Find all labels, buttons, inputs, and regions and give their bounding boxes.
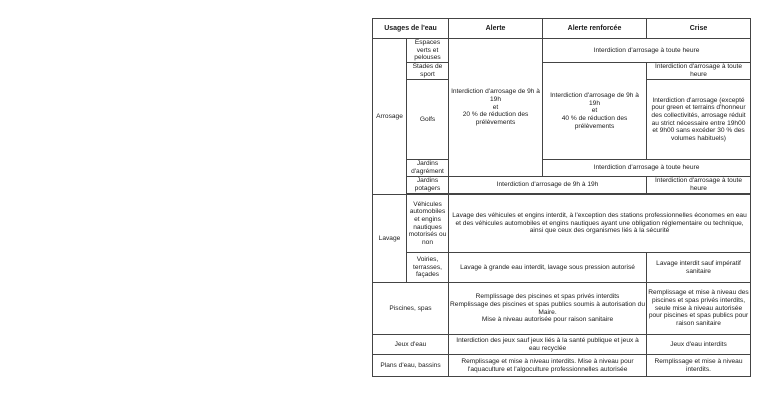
table-row xyxy=(373,195,751,253)
golfs-crise: Interdiction d'arrosage (excepté pour green et terrains d'honneur des collectivités, arrosage réduit au strict nécessaire entre 19h00 et 9h00 sans excéder 30 % des volumes habituels) xyxy=(647,80,751,160)
vehicules-restriction: Lavage des véhicules et engins interdit, à l'exception des stations professionnelles économes en eau et des véhicules automobiles et engins nautiques ayant une obligation réglementaire ou technique, ainsi que ceux des organismes liés à la sécurité xyxy=(449,195,751,253)
usage-espaces-verts: Espaces verts et pelouses xyxy=(407,39,449,63)
header-usages: Usages de l'eau xyxy=(373,19,449,39)
plans-restriction: Remplissage et mise à niveau interdits. Mise à niveau pour l'aquaculture et l'algoculture professionnelles autorisée xyxy=(449,355,647,377)
jardins-potagers-restriction: Interdiction d'arrosage de 9h à 19h xyxy=(449,177,647,194)
text-line: et xyxy=(591,107,598,115)
category-arrosage: Arrosage xyxy=(373,39,407,195)
jeux-crise: Jeux d'eau interdits xyxy=(647,335,751,355)
table-row xyxy=(373,335,751,355)
espaces-verts-restriction: Interdiction d'arrosage à toute heure xyxy=(543,39,751,63)
category-lavage: Lavage xyxy=(373,195,407,283)
table-row xyxy=(373,253,751,283)
table-row xyxy=(373,63,751,80)
piscines-crise: Remplissage et mise à niveau des piscines et spas privés interdits, seule mise à niveau autorisée pour piscines et spas publics pour raison sanitaire xyxy=(647,283,751,335)
table-row xyxy=(373,283,751,335)
jeux-restriction: Interdiction des jeux sauf jeux liés à la santé publique et jeux à eau recyclée xyxy=(449,335,647,355)
category-plans: Plans d'eau, bassins xyxy=(373,355,449,377)
usage-jardins-potagers: Jardins potagers xyxy=(407,177,449,194)
text-line: 20 % de réduction des prélèvements xyxy=(462,111,529,127)
text-line: Remplissage des piscines et spas publics soumis à autorisation du Maire. xyxy=(450,300,645,316)
stades-crise: Interdiction d'arrosage à toute heure xyxy=(647,63,751,80)
water-restrictions-table xyxy=(372,18,751,377)
text-line: et xyxy=(492,103,499,111)
arrosage-alerte-cell xyxy=(449,39,543,177)
table-row xyxy=(373,355,751,377)
header-alerte: Alerte xyxy=(449,19,543,39)
voiries-restriction: Lavage à grande eau interdit, lavage sous pression autorisé xyxy=(449,253,647,283)
usage-golfs: Golfs xyxy=(407,80,449,160)
header-alerte-renforcee: Alerte renforcée xyxy=(543,19,647,39)
table-row xyxy=(373,177,751,194)
usage-jardins-agrement: Jardins d'agrément xyxy=(407,160,449,177)
usage-vehicules: Véhicules automobiles et engins nautiques motorisés ou non xyxy=(407,195,449,253)
text-line: Mise à niveau autorisée pour raison sanitaire xyxy=(481,316,614,324)
voiries-crise: Lavage interdit sauf impératif sanitaire xyxy=(647,253,751,283)
usage-voiries: Voiries, terrasses, façades xyxy=(407,253,449,283)
header-crise: Crise xyxy=(647,19,751,39)
text-line: Remplissage des piscines et spas privés interdits xyxy=(475,293,620,301)
table-row xyxy=(373,160,751,177)
table-row xyxy=(373,39,751,63)
text-line: Interdiction d'arrosage de 9h à 19h xyxy=(451,88,540,103)
category-jeux: Jeux d'eau xyxy=(373,335,449,355)
header-row xyxy=(373,19,751,39)
jardins-agrement-restriction: Interdiction d'arrosage à toute heure xyxy=(543,160,751,177)
usage-stades: Stades de sport xyxy=(407,63,449,80)
jardins-potagers-crise: Interdiction d'arrosage à toute heure xyxy=(647,177,751,194)
text-line: 40 % de réduction des prélèvements xyxy=(561,114,628,130)
text-line: Interdiction d'arrosage de 9h à 19h xyxy=(550,91,639,107)
arrosage-renforcee-cell xyxy=(543,63,647,160)
category-piscines: Piscines, spas xyxy=(373,283,449,335)
piscines-restriction xyxy=(449,283,647,335)
plans-crise: Remplissage et mise à niveau interdits. xyxy=(647,355,751,377)
